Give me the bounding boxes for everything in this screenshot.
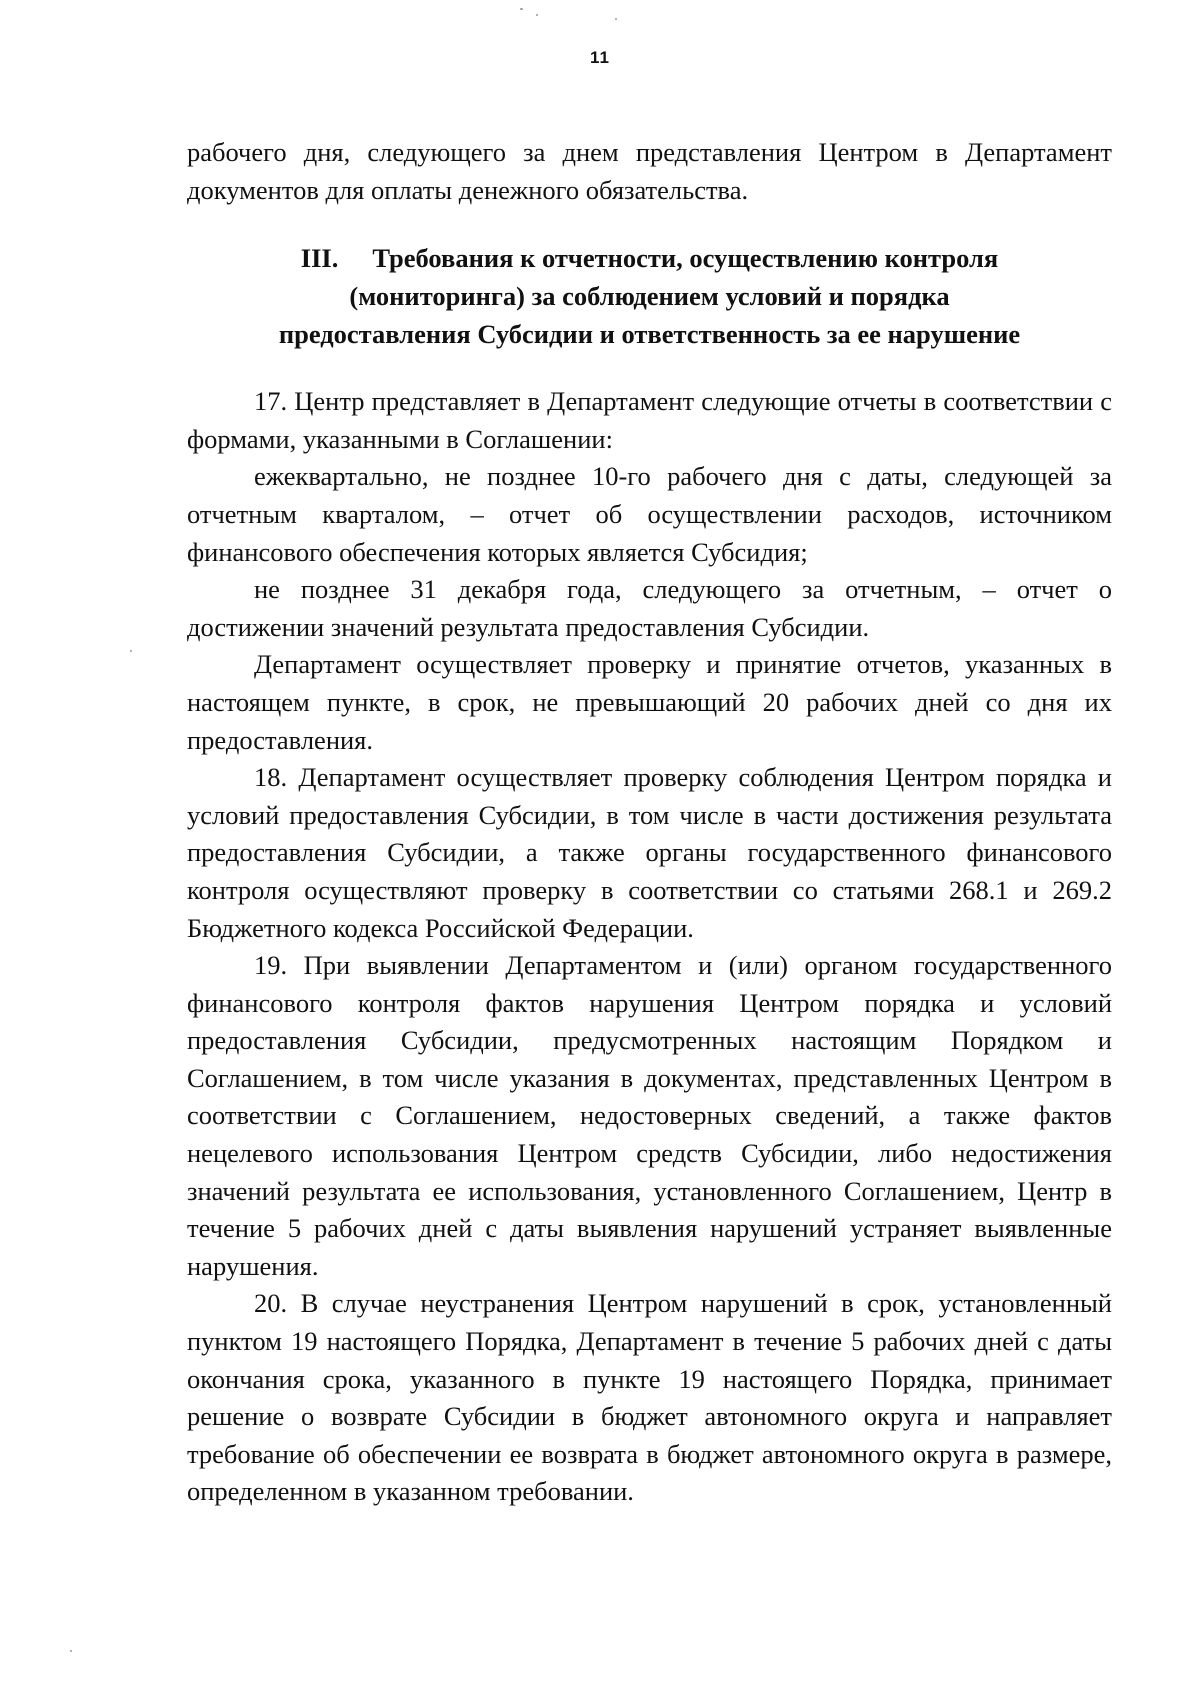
paragraph-17-annual: не позднее 31 декабря года, следующего за отчетным, – отчет о достижении значений результата предоставления Субсидии. xyxy=(187,574,1112,642)
paragraph-17-quarterly: ежеквартально, не позднее 10-го рабочего дня с даты, следующей за отчетным кварталом, – отчет об осуществлении расходов, источником финансового обеспечения которых является Субсидия; xyxy=(187,461,1112,567)
paragraph-17-review: Департамент осуществляет проверку и принятие отчетов, указанных в настоящем пункте, в срок, не превышающий 20 рабочих дней со дня их предоставления. xyxy=(187,649,1112,755)
section-heading-line-3: предоставления Субсидии и ответственность за ее нарушение xyxy=(278,319,1021,350)
scan-speck xyxy=(70,1650,72,1652)
section-title-part-1: Требования к отчетности, осуществлению контроля xyxy=(372,243,999,274)
document-body xyxy=(187,134,1112,1511)
section-heading-line-1 xyxy=(187,239,1112,277)
scan-speck xyxy=(130,650,132,652)
scan-speck xyxy=(615,18,617,20)
paragraph-20: 20. В случае неустранения Центром нарушений в срок, установленный пунктом 19 настоящего Порядка, Департамент в течение 5 рабочих дней с даты окончания срока, указанного в пункте 19 настоящего Порядка, принимает решение о возврате Субсидии в бюджет автономного округа и направляет требование об обеспечении ее возврата в бюджет автономного округа в размере, определенном в указанном требовании. xyxy=(187,1288,1112,1507)
section-heading-line-2: (мониторинга) за соблюдением условий и порядка xyxy=(349,281,950,312)
paragraph-19: 19. При выявлении Департаментом и (или) органом государственного финансового контроля фактов нарушения Центром порядка и условий предоставления Субсидии, предусмотренных настоящим Порядком и Соглашением, в том числе указания в документах, представленных Центром в соответствии с Соглашением, недостоверных сведений, а также фактов нецелевого использования Центром средств Субсидии, либо недостижения значений результата ее использования, установленного Соглашением, Центр в течение 5 рабочих дней с даты выявления нарушений устраняет выявленные нарушения. xyxy=(187,950,1112,1281)
scan-speck xyxy=(520,8,523,10)
section-number: III. xyxy=(300,243,339,274)
scan-speck xyxy=(536,14,538,16)
intro-paragraph: рабочего дня, следующего за днем представления Центром в Департамент документов для оплаты денежного обязательства. xyxy=(187,137,1112,205)
page-number: 11 xyxy=(590,48,610,67)
section-heading xyxy=(187,239,1112,353)
paragraph-18: 18. Департамент осуществляет проверку соблюдения Центром порядка и условий предоставления Субсидии, в том числе в части достижения результата предоставления Субсидии, а также органы государственного финансового контроля осуществляют проверку в соответствии со статьями 268.1 и 269.2 Бюджетного кодекса Российской Федерации. xyxy=(187,762,1112,943)
paragraph-17: 17. Центр представляет в Департамент следующие отчеты в соответствии с формами, указанными в Соглашении: xyxy=(187,386,1112,454)
